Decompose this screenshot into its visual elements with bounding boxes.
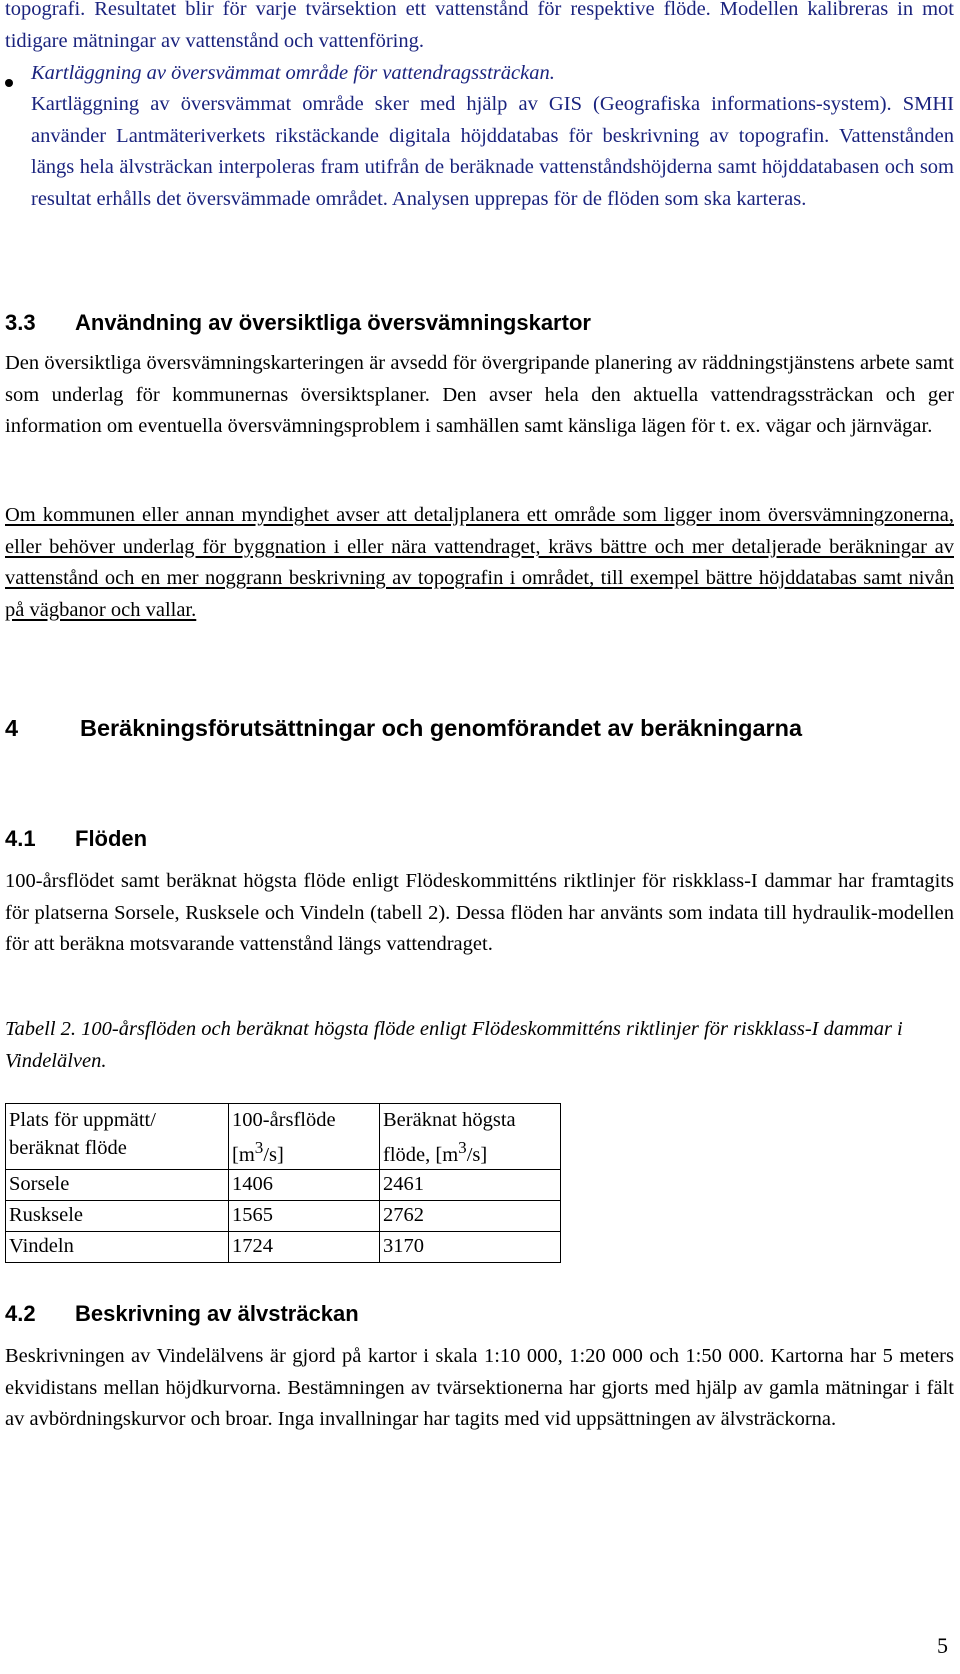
section-4-heading — [5, 713, 900, 744]
cell-qmax: 2762 — [380, 1200, 561, 1231]
section-3-3-paragraph-2: Om kommunen eller annan myndighet avser att detaljplanera ett område som ligger inom översvämningzonerna, eller behöver underlag för byggnation i eller nära vattendraget, krävs bättre och mer detaljerade beräkningar av vattenstånd och en mer noggrann beskrivning av topografin i området, till exempel bättre höjddatabas samt nivån på vägbanor och vallar. — [5, 504, 954, 621]
section-number: 4 — [5, 715, 19, 741]
header-cell-qmax: Beräknat högsta flöde, $[m^3/s]$ — [380, 1104, 561, 1170]
flow-table — [5, 1103, 561, 1263]
header-cell-q100: 100-årsflöde $[m^3/s]$ — [229, 1104, 380, 1170]
section-title: Användning av översiktliga översvämningskartor — [75, 310, 591, 335]
section-3-3-heading — [5, 309, 591, 337]
section-number: 4.1 — [5, 826, 36, 851]
cell-q100: 1406 — [229, 1169, 380, 1200]
table-row — [6, 1200, 561, 1231]
section-4-1-paragraph: 100-årsflödet samt beräknat högsta flöde enligt Flödeskommitténs riktlinjer för riskklass-I dammar har framtagits för platserna Sorsele, Rusksele och Vindeln (tabell 2). Dessa flöden har använts som indata till hydraulik-modellen för att beräkna motsvarande vattenstånd längs vattendraget. — [5, 870, 954, 955]
cell-q100: 1565 — [229, 1200, 380, 1231]
section-title: Flöden — [75, 826, 148, 851]
table-row — [6, 1169, 561, 1200]
bullet-title: Kartläggning av översvämmat område för vattendragssträckan. — [31, 62, 555, 84]
section-title: Beskrivning av älvsträckan — [75, 1301, 359, 1326]
table-caption: Tabell 2. 100-årsflöden och beräknat högsta flöde enligt Flödeskommitténs riktlinjer för riskklass-I dammar i Vindelälven. — [5, 1018, 903, 1072]
page-number: 5 — [937, 1633, 948, 1658]
section-4-2-paragraph: Beskrivningen av Vindelälvens är gjord på kartor i skala 1:10 000, 1:20 000 och 1:50 000. Kartorna har 5 meters ekvidistans mellan höjdkurvorna. Bestämningen av tvärsektionerna har gjorts med hjälp av gamla mätningar i fält av avbördningskurvor och broar. Inga invallningar har tagits med vid uppsättningen av älvsträckorna. — [5, 1345, 954, 1430]
section-4-1-heading — [5, 825, 147, 853]
cell-qmax: 2461 — [380, 1169, 561, 1200]
cell-qmax: 3170 — [380, 1231, 561, 1262]
cell-q100: 1724 — [229, 1231, 380, 1262]
section-number: 4.2 — [5, 1301, 36, 1326]
cell-place: Rusksele — [6, 1200, 229, 1231]
cell-place: Vindeln — [6, 1231, 229, 1262]
section-3-3-paragraph-1: Den översiktliga översvämningskarteringen är avsedd för övergripande planering av räddningstjänstens arbete samt som underlag för kommunernas översiktsplaner. Den avser hela den aktuella vattendragssträckan och ger information om eventuella översvämningsproblem i samhällen samt känsliga lägen för t. ex. vägar och järnvägar. — [5, 352, 954, 437]
table-header-row — [6, 1104, 561, 1170]
section-number: 3.3 — [5, 310, 36, 335]
table-row — [6, 1231, 561, 1262]
bullet-icon — [5, 79, 13, 87]
bullet-paragraph: Kartläggning av översvämmat område sker med hjälp av GIS (Geografiska informations-system). SMHI använder Lantmäteriverkets rikstäckande digitala höjddatabas för beskrivning av topografin. Vattenstånden längs hela älvsträckan interpoleras fram utifrån de beräknade vattenståndshöjderna samt höjddatabasen och som resultat erhålls det översvämmade området. Analysen upprepas för de flöden som ska karteras. — [31, 93, 954, 210]
section-title: Beräkningsförutsättningar och genomförandet av beräkningarna — [80, 715, 803, 741]
header-cell-place: Plats för uppmätt/ beräknat flöde — [6, 1104, 229, 1170]
cell-place: Sorsele — [6, 1169, 229, 1200]
intro-paragraph: topografi. Resultatet blir för varje tvärsektion ett vattenstånd för respektive flöde. Modellen kalibreras in mot tidigare mätningar av vattenstånd och vattenföring. — [5, 0, 954, 52]
section-4-2-heading — [5, 1300, 359, 1328]
